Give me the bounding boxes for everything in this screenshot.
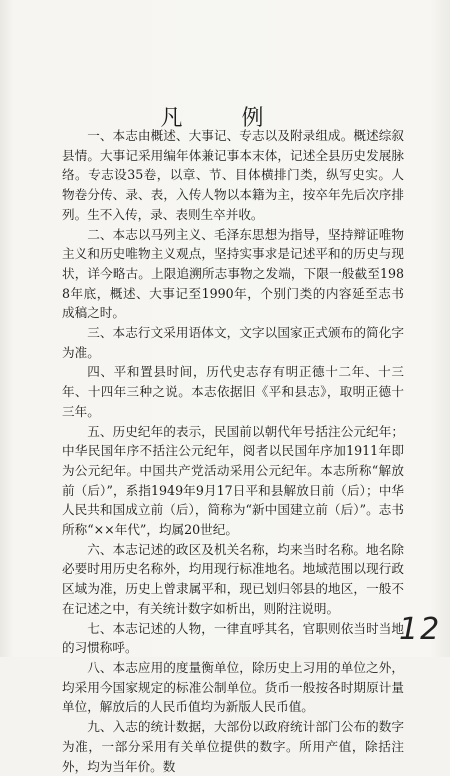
page-title: 凡 例 [160,105,290,131]
paragraph: 六、本志记述的政区及机关名称，均来当时名称。地名除必要时用历史名称外，均用现行标准地名。地域范围以现行政区域为准，历史上曾隶属平和，现已划归邻县的地区，一般不在记述之中，有关统计数字如析出，则附注说明。 [62,541,404,616]
paragraph: 五、历史纪年的表示，民国前以朝代年号括注公元纪年；中华民国年序不括注公元纪年，阅者以民国年序加1911年即为公元纪年。中国共产党活动采用公元纪年。本志所称“解放前（后）”，系指1949年9月17日平和县解放日前（后）；中华人民共和国成立前（后），简称为“新中国建立前（后）”。志书所称“××年代”，均属20世纪。 [62,423,404,538]
paragraph: 九、入志的统计数据，大部份以政府统计部门公布的数字为准，一部分采用有关单位提供的数字。所用产值，除括注外，均为当年价。数 [62,719,404,774]
paragraph: 二、本志以马列主义、毛泽东思想为指导，坚持辩证唯物主义和历史唯物主义观点，坚持实事求是记述平和的历史与现状，详今略古。上限追溯所志事物之发端，下限一般截至1988年底，概述、大事记至1990年，个别门类的内容延至志书成稿之时。 [62,226,404,321]
page-number: 12 [399,612,442,647]
paragraph: 八、本志应用的度量衡单位，除历史上习用的单位之外，均采用今国家规定的标准公制单位。货币一般按各时期原计量单位，解放后的人民币值均为新版人民币值。 [62,659,404,715]
body-text [62,126,404,776]
paragraph: 一、本志由概述、大事记、专志以及附录组成。概述综叙县情。大事记采用编年体兼记事本末体，记述全县历史发展脉络。专志设35卷，以章、节、目体横排门类，纵写史实。人物卷分传、录、表，入传人物以本籍为主，按卒年先后次序排列。生不入传，录、表则生卒并收。 [62,128,404,222]
paragraph: 四、平和置县时间，历代史志存有明正德十二年、十三年、十四年三种之说。本志依据旧《平和县志》，取明正德十三年。 [62,364,404,419]
paragraph: 三、本志行文采用语体文，文字以国家正式颁布的简化字为准。 [62,325,404,360]
paragraph: 七、本志记述的人物，一律直呼其名，官职则依当时当地的习惯称呼。 [62,620,404,656]
